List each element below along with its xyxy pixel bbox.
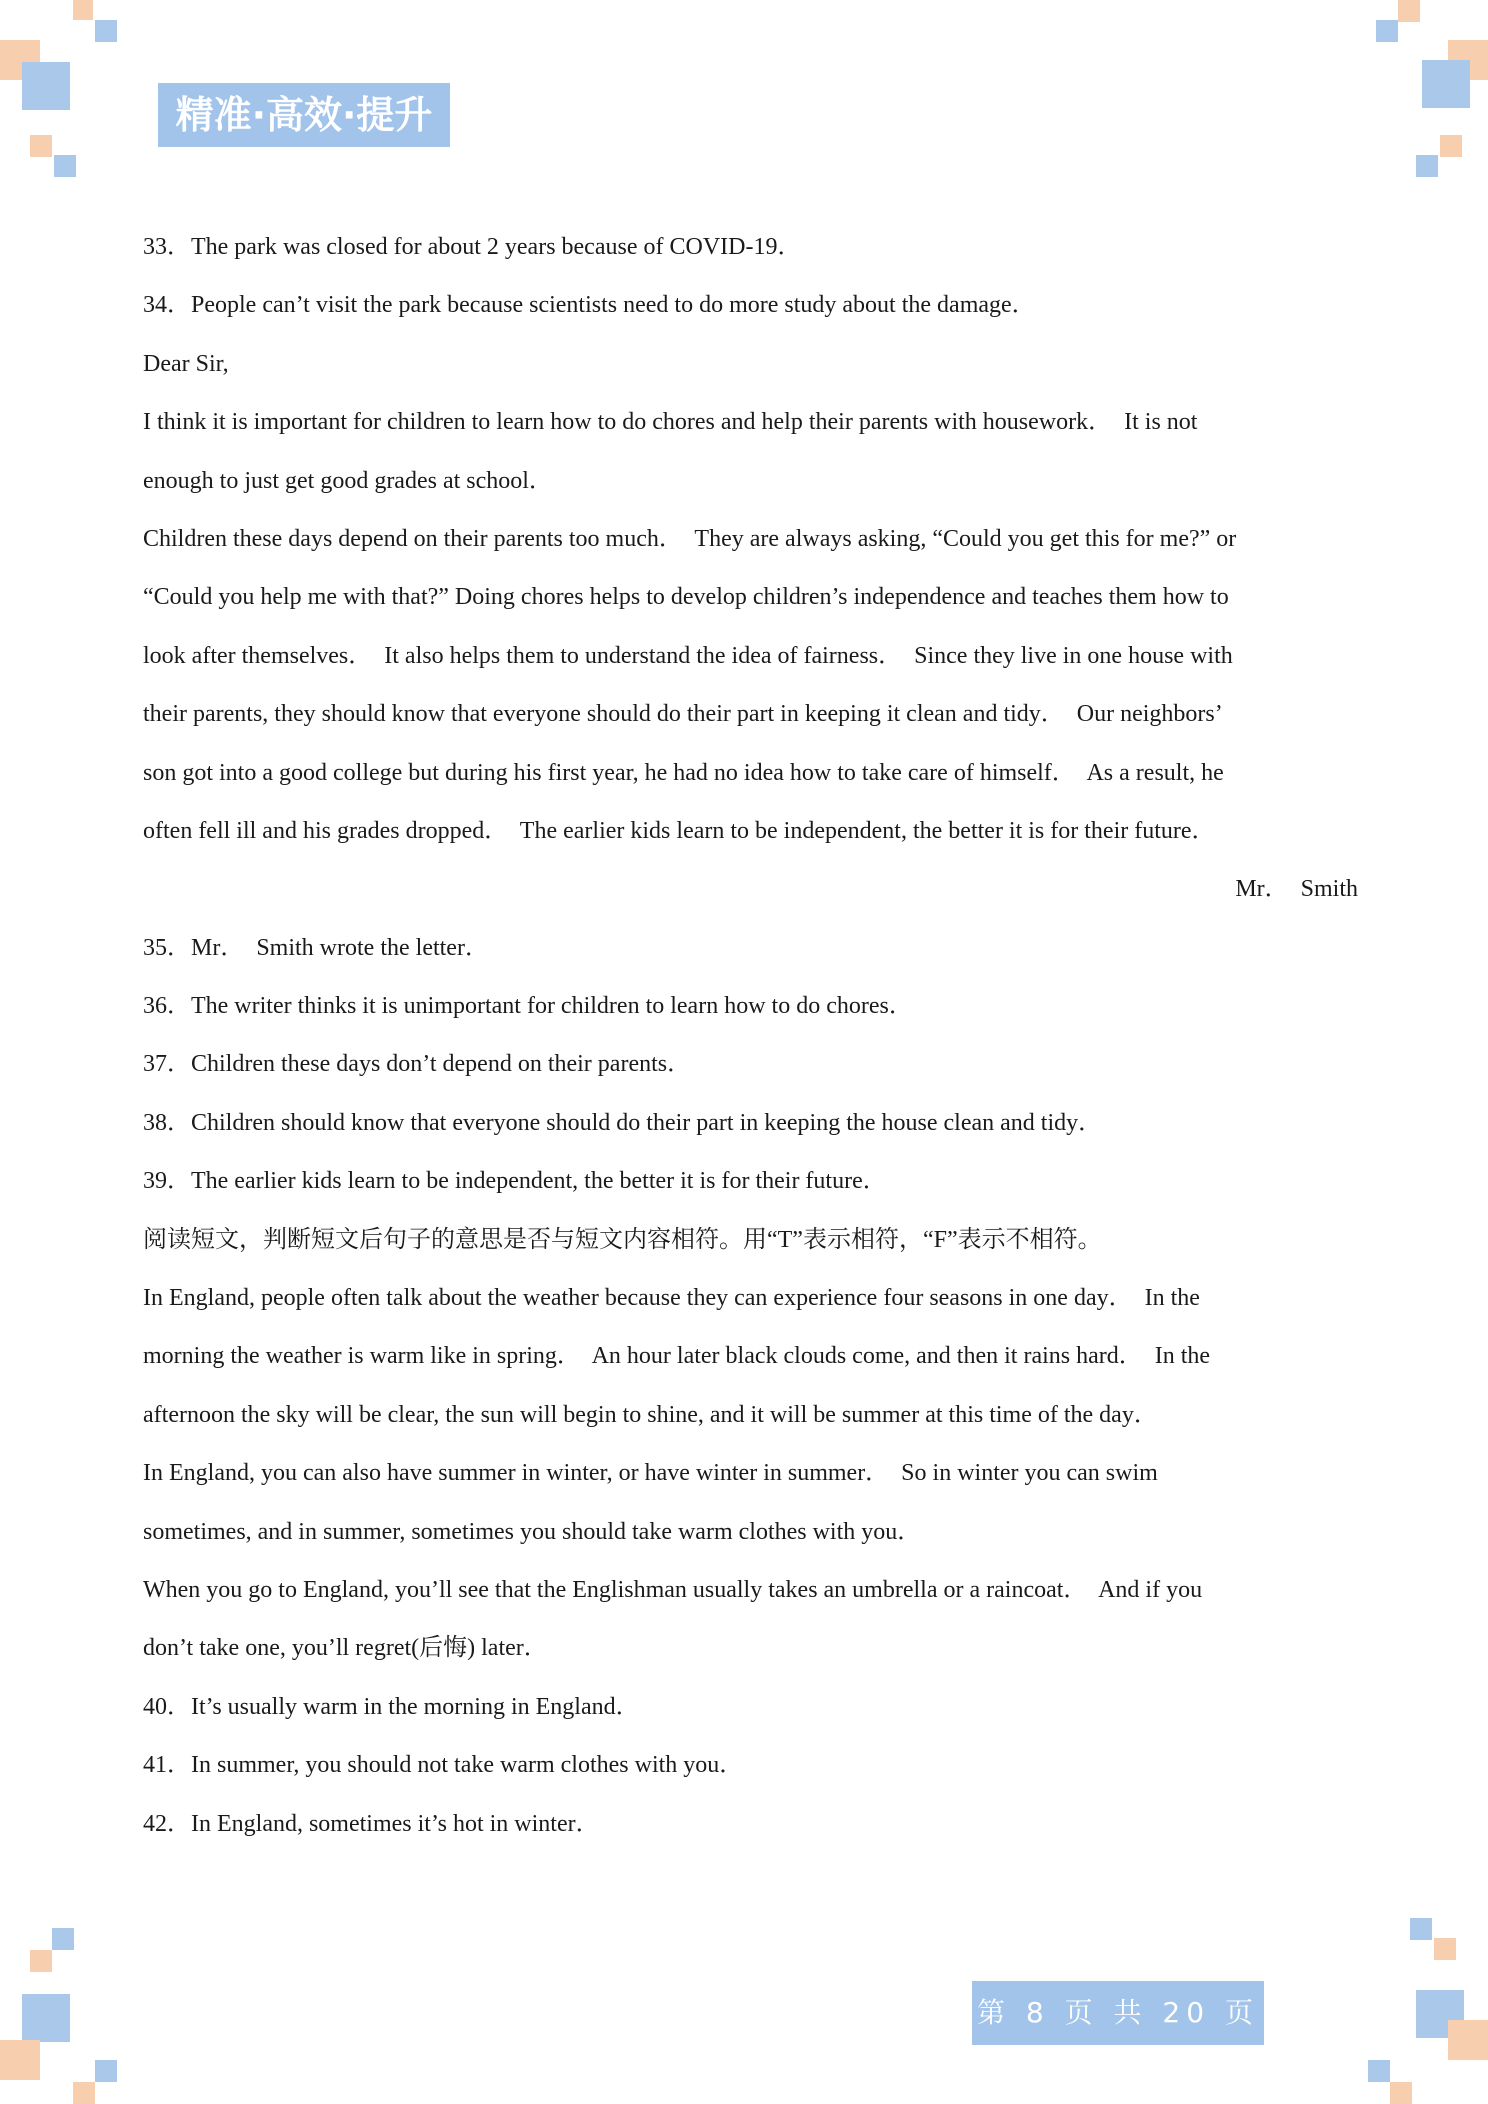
letter-line: often fell ill and his grades dropped． The earlier kids learn to be independent, the better it is for their future． [143, 817, 1216, 844]
letter-line: son got into a good college but during his first year, he had no idea how to take care of himself． As a result, he [143, 759, 1224, 786]
letter-line: their parents, they should know that everyone should do their part in keeping it clean and tidy． Our neighbors’ [143, 701, 1223, 728]
letter-greeting: Dear Sir, [143, 350, 229, 377]
passage-line: In England, people often talk about the weather because they can experience four seasons in one day． In the [143, 1285, 1200, 1312]
question-42: 42．In England, sometimes it’s hot in winter． [143, 1810, 600, 1837]
section-instruction: 阅读短文，判断短文后句子的意思是否与短文内容相符。用“T”表示相符，“F”表示不相符。 [143, 1226, 1102, 1253]
document-body [143, 218, 1358, 1853]
question-34: 34．People can’t visit the park because scientists need to do more study about the damage． [143, 292, 1036, 319]
question-41: 41．In summer, you should not take warm clothes with you． [143, 1752, 744, 1779]
letter-line: “Could you help me with that?” Doing chores helps to develop children’s independence and teaches them how to [143, 584, 1229, 611]
question-33: 33．The park was closed for about 2 years because of COVID-19． [143, 234, 802, 260]
letter-line: I think it is important for children to learn how to do chores and help their parents with housework． It is not [143, 409, 1198, 436]
question-37: 37．Children these days don’t depend on their parents． [143, 1051, 692, 1078]
letter-line: Children these days depend on their parents too much． They are always asking, “Could you get this for me?” or [143, 525, 1237, 552]
passage-line: When you go to England, you’ll see that the Englishman usually takes an umbrella or a raincoat． And if you [143, 1576, 1203, 1603]
passage-line: don’t take one, you’ll regret(后悔) later． [143, 1635, 548, 1662]
passage-line: sometimes, and in summer, sometimes you should take warm clothes with you． [143, 1518, 922, 1545]
passage-line: In England, you can also have summer in winter, or have winter in summer． So in winter you can swim [143, 1460, 1158, 1487]
question-40: 40．It’s usually warm in the morning in England． [143, 1693, 640, 1720]
question-38: 38．Children should know that everyone should do their part in keeping the house clean and tidy． [143, 1109, 1103, 1136]
letter-line: look after themselves． It also helps them to understand the idea of fairness． Since they live in one house with [143, 642, 1233, 669]
brand-banner: 精准·高效·提升 [158, 83, 450, 147]
letter-line: enough to just get good grades at school． [143, 467, 553, 494]
question-35: 35．Mr． Smith wrote the letter． [143, 934, 489, 961]
passage-line: morning the weather is warm like in spring． An hour later black clouds come, and then it rains hard． In the [143, 1343, 1211, 1370]
page-number: 第 8 页 共 20 页 [972, 1981, 1264, 2045]
question-39: 39．The earlier kids learn to be independent, the better it is for their future． [143, 1168, 887, 1195]
letter-signature: Mr． Smith [1235, 876, 1358, 903]
passage-line: afternoon the sky will be clear, the sun will begin to shine, and it will be summer at this time of the day． [143, 1401, 1158, 1428]
question-36: 36．The writer thinks it is unimportant for children to learn how to do chores． [143, 993, 913, 1020]
